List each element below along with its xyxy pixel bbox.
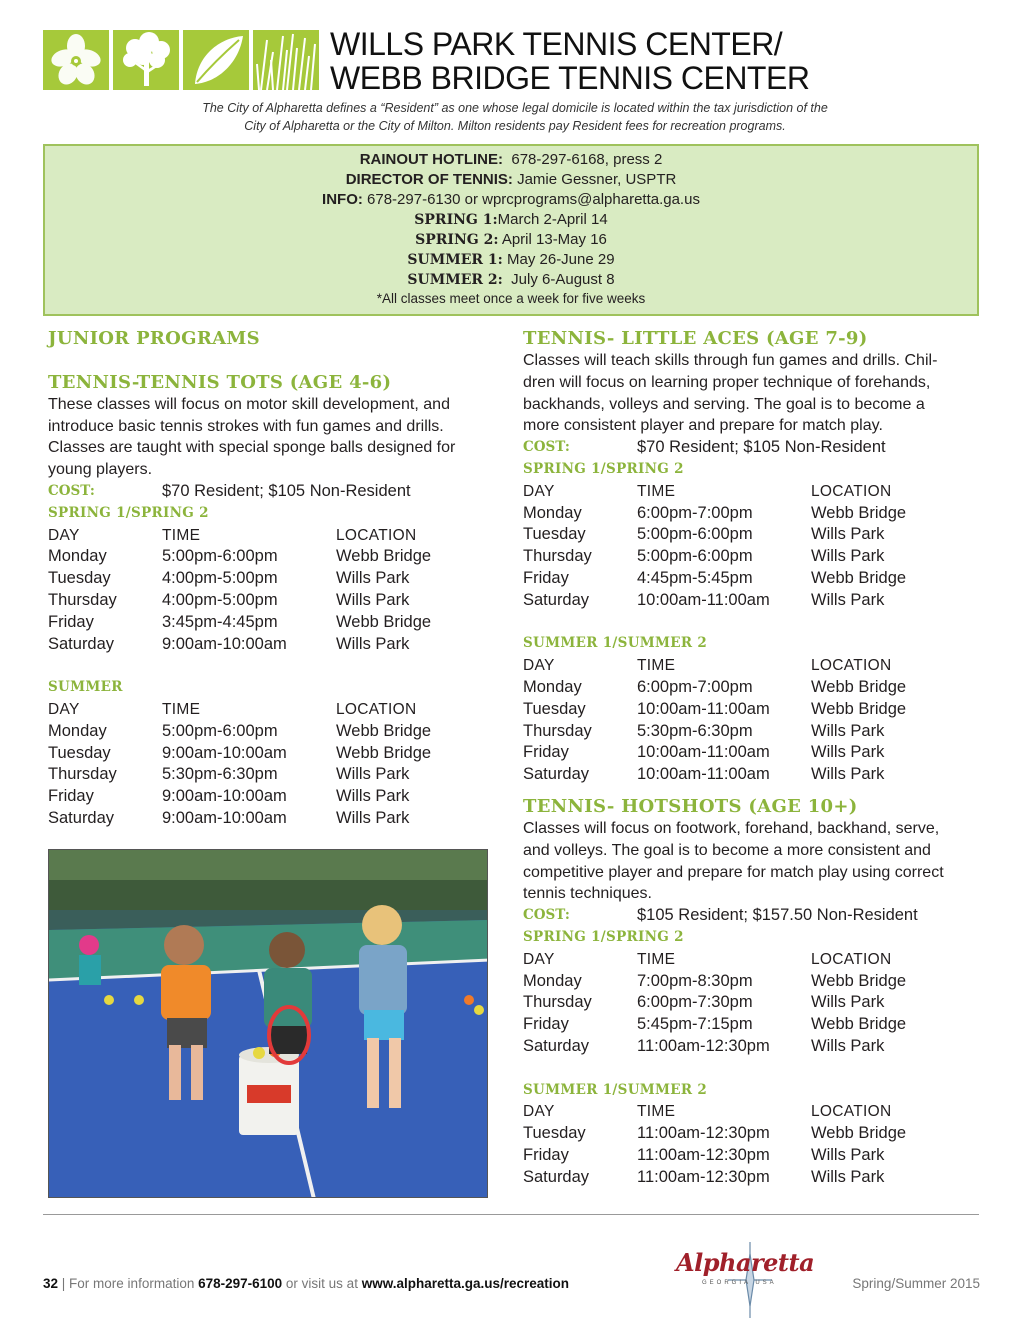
title-line-2: WEBB BRIDGE TENNIS CENTER [330,60,810,96]
footer-divider [43,1214,979,1215]
schedule-location: Webb Bridge [811,677,907,696]
tots-description [48,394,488,481]
schedule-location: Wills Park [811,525,885,544]
schedule-day: Friday [523,743,569,762]
tots-desc-line: Classes are taught with special sponge balls designed for [48,439,456,457]
spring2-line [45,230,977,250]
col-header-location: LOCATION [336,700,417,718]
schedule-day: Thursday [48,765,117,784]
hotshots-heading: TENNIS- HOTSHOTS (AGE 10+) [523,795,858,817]
resident-note-line-2: City of Alpharetta or the City of Milton. Milton residents pay Resident fees for recreation programs. [244,119,786,133]
schedule-location: Wills Park [336,808,410,827]
schedule-day: Monday [523,503,582,522]
schedule-location: Webb Bridge [811,1124,907,1143]
aces-description [523,350,978,437]
right-column [523,328,978,1188]
schedule-time: 7:00pm-8:30pm [637,971,753,990]
tots-summer-label: SUMMER [48,679,123,696]
col-header-time: TIME [637,657,676,675]
aces-cost [523,437,978,459]
schedule-day: Saturday [523,1167,590,1186]
schedule-day: Tuesday [523,699,586,718]
summer2-label: SUMMER 2: [407,272,503,288]
schedule-day: Thursday [523,547,592,566]
page-title [330,27,809,95]
col-header-time: TIME [637,950,676,968]
col-header-day: DAY [48,526,80,544]
schedule-location: Webb Bridge [811,568,907,587]
schedule-day: Monday [523,971,582,990]
director-value: Jamie Gessner, USPTR [517,171,677,188]
schedule-time: 6:00pm-7:00pm [637,503,753,522]
schedule-day: Friday [48,787,94,806]
schedule-day: Thursday [523,993,592,1012]
hotshots-spring-schedule [523,949,978,1058]
schedule-day: Thursday [48,590,117,609]
schedule-day: Saturday [48,808,115,827]
schedule-time: 10:00am-11:00am [637,743,770,762]
col-header-day: DAY [48,700,80,718]
aces-desc-line: more consistent player and prepare for match play. [523,417,883,435]
footer-url-link[interactable]: www.alpharetta.ga.us/recreation [361,1276,570,1291]
schedule-location: Wills Park [811,765,885,784]
col-header-location: LOCATION [811,1103,892,1121]
schedule-location: Wills Park [336,787,410,806]
schedule-time: 5:00pm-6:00pm [637,525,753,544]
schedule-day: Saturday [48,634,115,653]
schedule-day: Tuesday [523,525,586,544]
tots-desc-line: young players. [48,461,153,479]
footer-separator: | [58,1276,70,1291]
schedule-location: Wills Park [336,634,410,653]
director-label: DIRECTOR OF TENNIS: [345,171,513,188]
summer2-line [45,270,977,290]
schedule-location: Webb Bridge [811,503,907,522]
spring2-label: SPRING 2: [415,232,499,248]
col-header-time: TIME [162,700,201,718]
hotshots-summer-schedule [523,1101,978,1188]
hotshots-desc-line: tennis techniques. [523,885,652,903]
schedule-location: Wills Park [811,1145,885,1164]
col-header-location: LOCATION [811,482,892,500]
col-header-location: LOCATION [336,526,417,544]
footer-more-info: For more information [69,1276,199,1291]
schedule-location: Wills Park [811,547,885,566]
schedule-location: Wills Park [811,721,885,740]
rainout-value: 678-297-6168, press 2 [511,151,663,168]
schedule-time: 4:45pm-5:45pm [637,568,753,587]
hotshots-desc-line: Classes will focus on footwork, forehand, backhand, serve, [523,819,940,837]
resident-note-line-1: The City of Alpharetta defines a “Resident” as one whose legal domicile is located within the tax jurisdiction of the [202,101,828,115]
director-line [45,170,977,190]
resident-note [120,99,910,135]
tree-icon [113,30,179,90]
schedule-location: Wills Park [336,569,410,588]
schedule-day: Friday [523,568,569,587]
left-column [48,328,488,830]
col-header-location: LOCATION [811,950,892,968]
title-line-1: WILLS PARK TENNIS CENTER/ [330,26,783,62]
spring2-value: April 13-May 16 [501,231,607,248]
schedule-day: Saturday [523,765,590,784]
tots-summer-schedule [48,699,488,830]
logo-text: Alpharetta [676,1248,815,1277]
info-line [45,190,977,210]
schedule-time: 9:00am-10:00am [162,808,287,827]
col-header-day: DAY [523,657,555,675]
schedule-location: Webb Bridge [336,721,432,740]
schedule-time: 11:00am-12:30pm [637,1167,770,1186]
schedule-location: Webb Bridge [811,971,907,990]
aces-cost-value: $70 Resident; $105 Non-Resident [637,438,886,457]
rainout-label: RAINOUT HOTLINE: [359,151,504,168]
aces-spring-schedule [523,481,978,612]
tots-desc-line: These classes will focus on motor skill development, and [48,395,450,413]
schedule-time: 9:00am-10:00am [162,634,287,653]
schedule-time: 5:00pm-6:00pm [637,547,753,566]
schedule-day: Saturday [523,590,590,609]
tots-cost [48,481,488,503]
schedule-time: 10:00am-11:00am [637,765,770,784]
classes-note: *All classes meet once a week for five weeks [376,291,646,306]
hotshots-cost [523,905,978,927]
tots-cost-label: COST: [48,482,95,499]
schedule-location: Wills Park [336,765,410,784]
aces-desc-line: dren will focus on learning proper technique of forehands, [523,373,931,391]
col-header-time: TIME [162,526,201,544]
col-header-time: TIME [637,482,676,500]
schedule-time: 5:00pm-6:00pm [162,547,278,566]
schedule-time: 5:30pm-6:30pm [637,721,753,740]
info-value: 678-297-6130 or wprcprograms@alpharetta.ga.us [367,191,700,208]
schedule-location: Wills Park [811,993,885,1012]
schedule-location: Webb Bridge [336,743,432,762]
aces-summer-label: SUMMER 1/SUMMER 2 [523,635,708,652]
schedule-time: 10:00am-11:00am [637,699,770,718]
schedule-day: Tuesday [523,1124,586,1143]
schedule-location: Wills Park [336,590,410,609]
schedule-location: Wills Park [811,1167,885,1186]
schedule-location: Webb Bridge [811,699,907,718]
aces-spring-label: SPRING 1/SPRING 2 [523,460,684,477]
schedule-day: Friday [523,1015,569,1034]
schedule-time: 11:00am-12:30pm [637,1124,770,1143]
rainout-line [45,150,977,170]
hotshots-cost-label: COST: [523,907,570,924]
hotshots-summer-label: SUMMER 1/SUMMER 2 [523,1081,708,1098]
schedule-day: Tuesday [48,743,111,762]
schedule-time: 5:45pm-7:15pm [637,1015,753,1034]
footer-visit: or visit us at [282,1276,362,1291]
hotshots-cost-value: $105 Resident; $157.50 Non-Resident [637,906,918,925]
aces-cost-label: COST: [523,439,570,456]
tots-cost-value: $70 Resident; $105 Non-Resident [162,481,411,500]
schedule-time: 5:00pm-6:00pm [162,721,278,740]
header-icons [43,30,319,90]
schedule-time: 4:00pm-5:00pm [162,569,278,588]
schedule-time: 5:30pm-6:30pm [162,765,278,784]
schedule-location: Webb Bridge [811,1015,907,1034]
info-box [43,144,979,316]
grass-icon [253,30,319,90]
schedule-day: Monday [523,677,582,696]
schedule-time: 11:00am-12:30pm [637,1145,770,1164]
schedule-location: Webb Bridge [336,612,432,631]
aces-summer-schedule [523,655,978,786]
hotshots-desc-line: competitive player and prepare for match play using correct [523,863,944,881]
schedule-time: 9:00am-10:00am [162,743,287,762]
spring1-line [45,210,977,230]
schedule-day: Monday [48,547,107,566]
tots-spring-schedule [48,525,488,656]
page-number: 32 [43,1276,59,1291]
col-header-location: LOCATION [811,657,892,675]
alpharetta-logo [668,1240,815,1320]
schedule-day: Friday [523,1145,569,1164]
schedule-time: 6:00pm-7:00pm [637,677,753,696]
hotshots-desc-line: and volleys. The goal is to become a more consistent and [523,841,931,859]
col-header-day: DAY [523,482,555,500]
col-header-day: DAY [523,950,555,968]
schedule-day: Saturday [523,1036,590,1055]
footer-season: Spring/Summer 2015 [852,1276,980,1291]
col-header-day: DAY [523,1103,555,1121]
leaf-icon [183,30,249,90]
schedule-location: Webb Bridge [336,547,432,566]
tots-desc-line: introduce basic tennis strokes with fun games and drills. [48,417,444,435]
footer-phone[interactable]: 678-297-6100 [198,1276,283,1291]
schedule-time: 9:00am-10:00am [162,787,287,806]
schedule-time: 6:00pm-7:30pm [637,993,753,1012]
info-label: INFO: [322,191,363,208]
summer1-label: SUMMER 1: [407,252,503,268]
tots-spring-label: SPRING 1/SPRING 2 [48,504,209,521]
schedule-day: Tuesday [48,569,111,588]
spring1-label: SPRING 1: [414,212,498,228]
junior-programs-heading: JUNIOR PROGRAMS [48,328,260,349]
logo-subtext: GEORGIA USA [702,1280,777,1286]
footer-info [43,1276,569,1291]
summer1-value: May 26-June 29 [507,251,615,268]
flower-icon [43,30,109,90]
spring1-value: March 2-April 14 [497,211,608,228]
summer1-line [45,250,977,270]
schedule-day: Monday [48,721,107,740]
schedule-time: 11:00am-12:30pm [637,1036,770,1055]
schedule-time: 10:00am-11:00am [637,590,770,609]
hotshots-spring-label: SPRING 1/SPRING 2 [523,928,684,945]
schedule-day: Friday [48,612,94,631]
aces-desc-line: Classes will teach skills through fun games and drills. Chil- [523,352,938,369]
schedule-location: Wills Park [811,743,885,762]
kids-tennis-photo [48,849,488,1198]
schedule-time: 3:45pm-4:45pm [162,612,278,631]
tots-heading: TENNIS-TENNIS TOTS (AGE 4-6) [48,371,392,393]
col-header-time: TIME [637,1103,676,1121]
schedule-time: 4:00pm-5:00pm [162,590,278,609]
schedule-location: Wills Park [811,590,885,609]
aces-heading: TENNIS- LITTLE ACES (AGE 7-9) [523,328,868,349]
hotshots-description [523,818,978,905]
summer2-value: July 6-August 8 [511,271,615,288]
schedule-day: Thursday [523,721,592,740]
schedule-location: Wills Park [811,1036,885,1055]
aces-desc-line: backhands, volleys and serving. The goal is to become a [523,395,925,413]
